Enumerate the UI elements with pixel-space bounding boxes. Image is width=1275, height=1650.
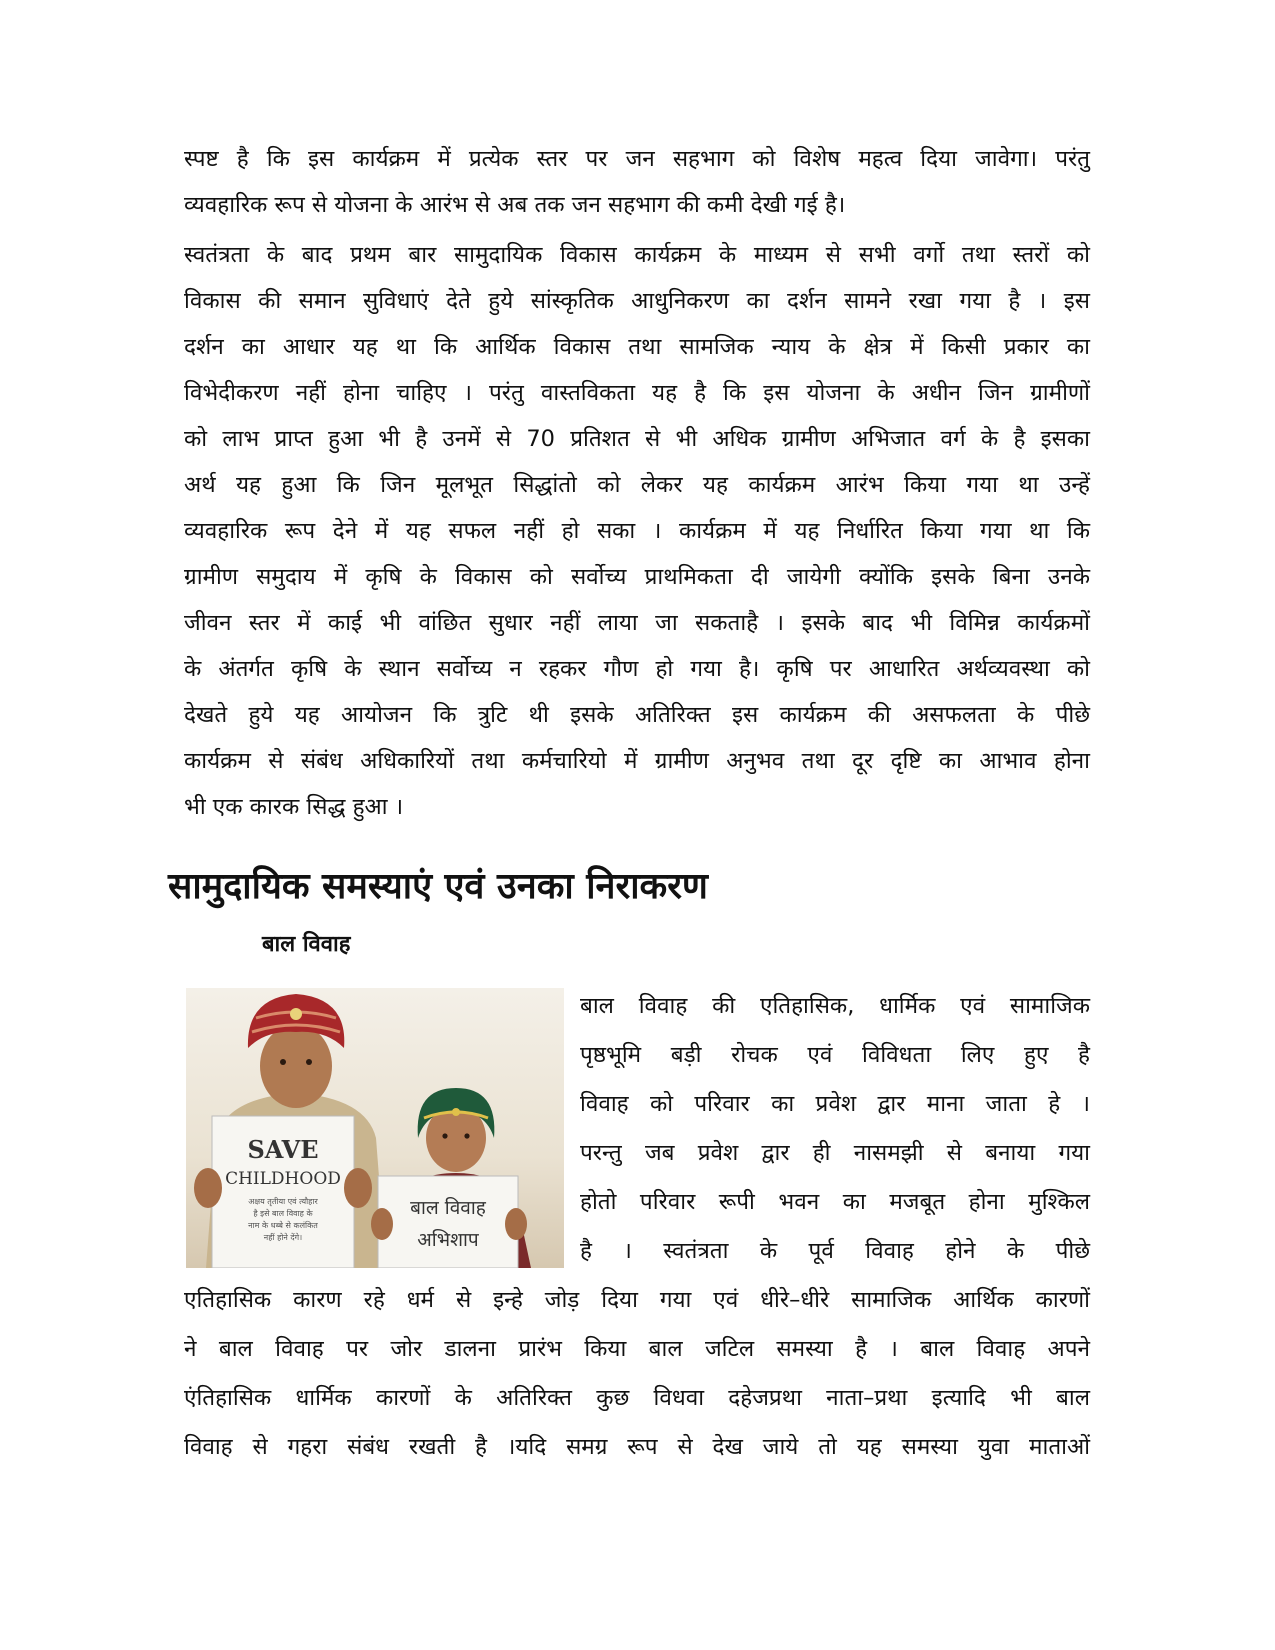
text-line: अर्थ यह हुआ कि जिन मूलभूत सिद्धांतो को लेकर यह कार्यक्रम आरंभ किया गया था उन्हें [184, 472, 1090, 498]
child-marriage-photo [186, 988, 564, 1268]
text-line: विवाह से गहरा संबंध रखती है ।यदि समग्र रूप से देख जाये तो यह समस्या युवा माताओं [184, 1434, 1090, 1460]
text-line: ने बाल विवाह पर जोर डालना प्रारंभ किया बाल जटिल समस्या है । बाल विवाह अपने [184, 1336, 1090, 1362]
text-line: स्वतंत्रता के बाद प्रथम बार सामुदायिक विकास कार्यक्रम के माध्यम से सभी वर्गो तथा स्तरों को [184, 242, 1090, 268]
sign-abhishap: अभिशाप [417, 1229, 479, 1251]
sign-small-line: नहीं होने देंगे। [263, 1233, 303, 1242]
boy-hand [194, 1168, 222, 1208]
text-line: के अंतर्गत कृषि के स्थान सर्वोच्य न रहकर गौण हो गया है। कृषि पर आधारित अर्थव्यवस्था को [184, 656, 1090, 682]
text-line: परन्तु जब प्रवेश द्वार ही नासमझी से बनाया गया [580, 1140, 1090, 1166]
side-paragraph [580, 982, 1090, 1276]
text-line: विभेदीकरण नहीं होना चाहिए । परंतु वास्तविकता यह है कि इस योजना के अधीन जिन ग्रामीणों [184, 380, 1090, 406]
text-line: पृष्ठभूमि बड़ी रोचक एवं विविधता लिए हुए है [580, 1042, 1090, 1068]
section-heading: सामुदायिक समस्याएं एवं उनका निराकरण [168, 866, 708, 907]
sign-small-line: नाम के धब्बे से कलंकित [248, 1221, 318, 1230]
text-line: देखते हुये यह आयोजन कि त्रुटि थी इसके अतिरिक्त इस कार्यक्रम की असफलता के पीछे [184, 702, 1090, 728]
text-line: विकास की समान सुविधाएं देते हुये सांस्कृतिक आधुनिकरण का दर्शन सामने रखा गया है । इस [184, 288, 1090, 314]
sign-childhood: CHILDHOOD [225, 1169, 341, 1189]
girl-eye [464, 1133, 469, 1138]
continued-paragraph [184, 1276, 1090, 1472]
boy-eye [280, 1059, 286, 1065]
girl-hand [505, 1208, 527, 1240]
text-line: ग्रामीण समुदाय में कृषि के विकास को सर्वोच्य प्राथमिकता दी जायेगी क्योंकि इसके बिना उनके [184, 564, 1090, 590]
boy-hand [344, 1168, 372, 1208]
sign-small-line: है इसे बाल विवाह के [253, 1209, 313, 1218]
boy-eye [306, 1059, 312, 1065]
text-line: होतो परिवार रूपी भवन का मजबूत होना मुश्किल [580, 1189, 1090, 1215]
text-line: व्यवहारिक रूप से योजना के आरंभ से अब तक जन सहभाग की कमी देखी गई है। [184, 192, 846, 218]
text-line: व्यवहारिक रूप देने में यह सफल नहीं हो सका । कार्यक्रम में यह निर्धारित किया गया था कि [184, 518, 1090, 544]
intro-paragraph [184, 136, 1090, 228]
sign-save: SAVE [247, 1135, 319, 1164]
text-line: भी एक कारक सिद्ध हुआ । [184, 794, 404, 820]
sign-small-line: अक्षय तृतीया एवं त्यौहार [248, 1197, 318, 1206]
sign-bal-vivah: बाल विवाह [410, 1197, 486, 1219]
subsection-heading: बाल विवाह [262, 932, 351, 957]
girl-hand [371, 1208, 393, 1240]
girl-eye [442, 1133, 447, 1138]
text-line: जीवन स्तर में काई भी वांछित सुधार नहीं लाया जा सकताहै । इसके बाद भी विमिन्न कार्यक्रमों [184, 610, 1090, 636]
text-line: कार्यक्रम से संबंध अधिकारियों तथा कर्मचारियो में ग्रामीण अनुभव तथा दूर दृष्टि का आभाव होना [184, 748, 1090, 774]
text-line: विवाह को परिवार का प्रवेश द्वार माना जाता हे । [580, 1091, 1090, 1117]
bal-vivah-sign [378, 1176, 518, 1268]
main-paragraph [184, 232, 1090, 830]
text-line: है । स्वतंत्रता के पूर्व विवाह होने के पीछे [580, 1238, 1090, 1264]
text-line: एतिहासिक कारण रहे धर्म से इन्हे जोड़ दिया गया एवं धीरे–धीरे सामाजिक आर्थिक कारणों [184, 1287, 1090, 1313]
text-line: बाल विवाह की एतिहासिक, धार्मिक एवं सामाजिक [580, 993, 1090, 1019]
girl-tikka [452, 1108, 460, 1116]
turban-jewel [290, 1008, 302, 1020]
text-line: एंतिहासिक धार्मिक कारणों के अतिरिक्त कुछ विधवा दहेजप्रथा नाता–प्रथा इत्यादि भी बाल [184, 1385, 1090, 1411]
boy-face [260, 1024, 332, 1108]
photo-illustration [186, 988, 564, 1268]
text-line: को लाभ प्राप्त हुआ भी है उनमें से 70 प्रतिशत से भी अधिक ग्रामीण अभिजात वर्ग के है इसका [184, 426, 1090, 452]
text-line: दर्शन का आधार यह था कि आर्थिक विकास तथा सामजिक न्याय के क्षेत्र में किसी प्रकार का [184, 334, 1090, 360]
text-line: स्पष्ट है कि इस कार्यक्रम में प्रत्येक स्तर पर जन सहभाग को विशेष महत्व दिया जावेगा। परंतु [184, 146, 1090, 172]
